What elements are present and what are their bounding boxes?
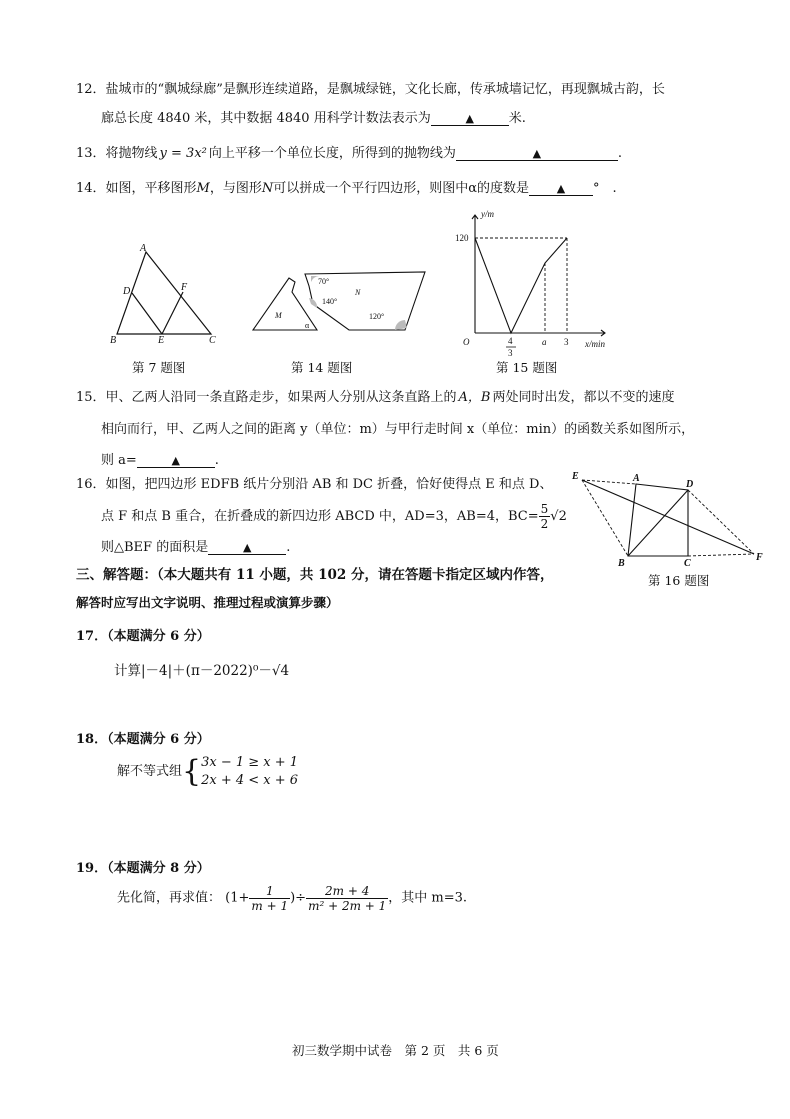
fig15-x-tick-frac-den: 3 <box>508 348 513 358</box>
q14-text-post: 可以拼成一个平行四边形，则图中α的度数是 <box>273 181 530 196</box>
fig15-origin: O <box>463 337 470 347</box>
fig7-label-e: E <box>158 335 165 346</box>
q18-header: 18．（本题满分 6 分） <box>76 732 210 747</box>
fig15-x-tick-frac-num: 4 <box>508 336 513 346</box>
figure-7 <box>105 240 225 350</box>
section3-instructions: 解答时应写出文字说明、推理过程或演算步骤） <box>76 595 339 610</box>
q13-text-pre: 13．将抛物线 <box>76 146 158 161</box>
q19-fraction-1: $\frac{1}{m + 1}$ <box>251 884 289 913</box>
q12-answer-blank: ▲ <box>431 110 509 126</box>
q19-expression: 先化简，再求值： (1+ $\frac{1}{m + 1}$ )÷ $\frac{2m + 4}{\text{m² + 2m + 1}}$ ，其中 m=3. <box>117 884 468 913</box>
fig15-x-tick-a: a <box>542 337 547 347</box>
fig7-caption: 第 7 题图 <box>132 360 186 375</box>
fig7-label-a: A <box>140 243 147 254</box>
figure-16 <box>570 470 770 570</box>
fig14-label-m: M <box>275 311 282 320</box>
fig15-y-axis-label: y/m <box>481 209 494 219</box>
fig14-label-120: 120° <box>369 312 385 321</box>
section3-heading: 三、解答题：（本大题共有 11 小题，共 102 分，请在答题卡指定区域内作答， <box>76 567 554 583</box>
q13-formula: y = 3x² <box>159 146 207 161</box>
q16-line3: 则△BEF 的面积是 ▲ . <box>101 540 291 555</box>
q17-expression: 计算|－4|＋(π－2022)⁰－√4 <box>114 663 290 679</box>
fig14-label-70: 70° <box>318 277 330 286</box>
fig14-label-alpha: α <box>305 321 310 330</box>
q18-inequalities: 3x − 1 ≥ x + 1 2x + 4 < x + 6 <box>201 755 299 788</box>
q19-header: 19．（本题满分 8 分） <box>76 861 210 876</box>
fig15-y-tick-120: 120 <box>455 233 469 243</box>
fig7-label-d: D <box>123 286 131 297</box>
q17-header: 17．（本题满分 6 分） <box>76 629 210 644</box>
fig14-label-n: N <box>355 288 361 297</box>
figure-14 <box>245 262 430 334</box>
q12-line1: 12．盐城市的“飘城绿廊”是飘形连续道路，是飘城绿链，文化长廊，传承城墙记忆，再现飘城古韵，长 <box>76 82 665 97</box>
q15-line2: 相向而行，甲、乙两人之间的距离 y（单位：m）与甲行走时间 x（单位：min）的函数关系如图所示， <box>101 422 695 437</box>
figure-15 <box>455 205 615 360</box>
q15-line1: 15．甲、乙两人沿同一条直路走步，如果两人分别从这条直路上的 A，B 两处同时出发，都以不变的速度 <box>76 390 675 405</box>
q13-text-post: 向上平移一个单位长度，所得到的抛物线为 <box>208 146 456 161</box>
q13-answer-blank: ▲ <box>456 145 618 161</box>
fig15-x-axis-label: x/min <box>585 339 605 349</box>
fig14-label-140: 140° <box>322 297 338 306</box>
q16-line2: 点 F 和点 B 重合，在折叠成的新四边形 ABCD 中，AD=3，AB=4，BC= $\frac{5}{2}$ √2 <box>101 502 567 531</box>
q14-text-pre: 14．如图，平移图形 <box>76 181 197 196</box>
q12-unit: 米. <box>508 111 526 126</box>
fig15-caption: 第 15 题图 <box>496 360 558 375</box>
q14: 14．如图，平移图形M，与图形N可以拼成一个平行四边形，则图中α的度数是 ▲ ° . <box>76 181 617 196</box>
q13: 13．将抛物线 y = 3x² 向上平移一个单位长度，所得到的抛物线为 ▲ . <box>76 146 623 161</box>
q14-answer-blank: ▲ <box>529 180 593 196</box>
fig7-label-f: F <box>181 282 188 293</box>
q15-answer-blank: ▲ <box>137 452 215 468</box>
q16-bc-fraction: $\frac{5}{2}$ <box>540 502 549 531</box>
q18-label: 解不等式组 <box>117 764 183 779</box>
q12-text: 廊总长度 4840 米，其中数据 4840 用科学计数法表示为 <box>101 111 431 126</box>
fig16-label-a: A <box>633 473 640 484</box>
fig16-caption: 第 16 题图 <box>648 573 710 588</box>
q15-line3: 则 a= ▲ . <box>101 453 219 468</box>
fig16-label-b: B <box>618 558 625 569</box>
fig16-label-d: D <box>686 479 694 490</box>
fig16-label-f: F <box>756 552 763 563</box>
q16-line1: 16．如图，把四边形 EDFB 纸片分别沿 AB 和 DC 折叠，恰好使得点 E 和点 D、 <box>76 477 553 492</box>
fig7-label-c: C <box>209 335 216 346</box>
fig16-label-c: C <box>684 558 691 569</box>
q18-brace: { <box>182 754 202 789</box>
fig14-caption: 第 14 题图 <box>291 360 353 375</box>
fig15-x-tick-3: 3 <box>564 337 569 347</box>
fig7-label-b: B <box>110 335 117 346</box>
fig16-label-e: E <box>572 471 579 482</box>
q18-system <box>117 754 298 792</box>
q19-fraction-2: $\frac{2m + 4}{\text{m² + 2m + 1}}$ <box>308 884 387 913</box>
page-footer: 初三数学期中试卷 第 2 页 共 6 页 <box>292 1043 499 1058</box>
q16-answer-blank: ▲ <box>208 539 286 555</box>
q12-line2 <box>101 110 526 128</box>
